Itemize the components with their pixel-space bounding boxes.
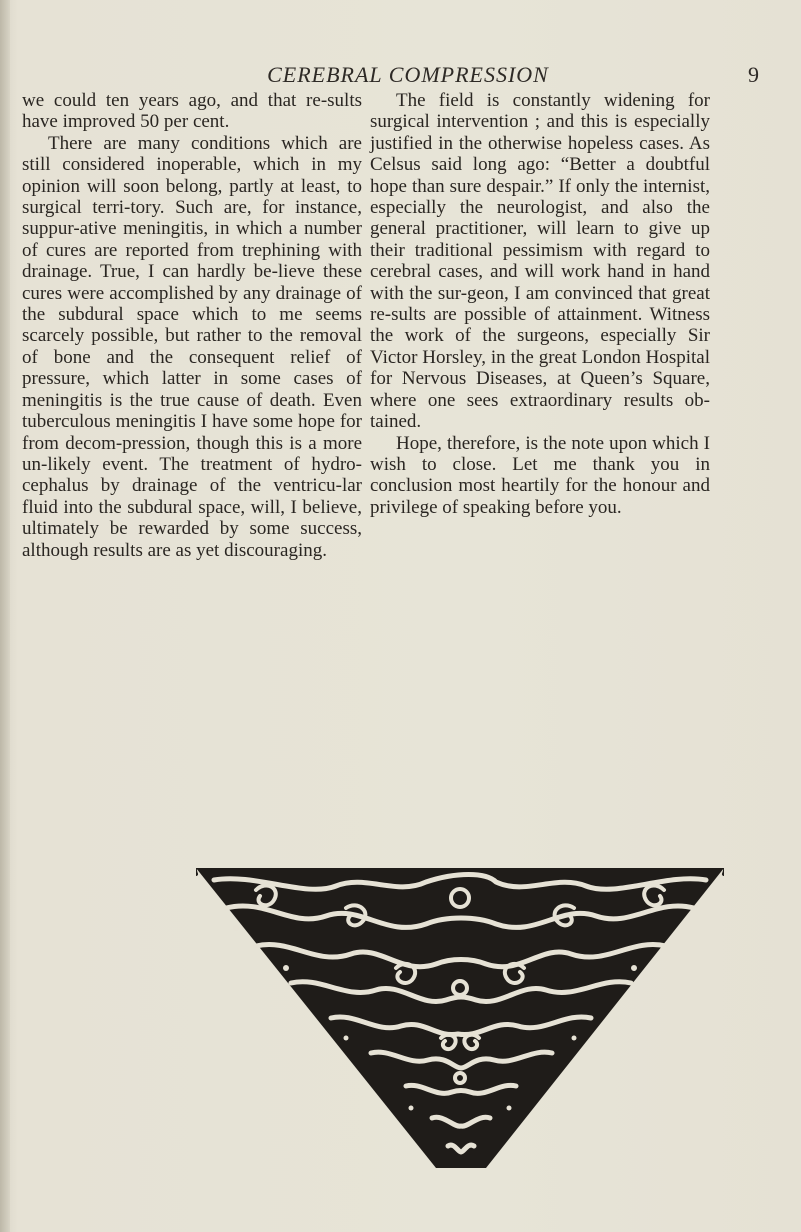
paragraph: There are many conditions which are still considered inoperable, which in my opinion will soon belong, partly at least, to surgical terri-tory. Such are, for instance, suppur-ative meningitis, in which a number of cures are reported from trephining with drainage. True, I can hardly be-lieve these cures were accomplished by any drainage of the subdural space which to me seems scarcely possible, but rather to the removal of bone and the consequent relief of pressure, which latter in some cases of meningitis is the true cause of death. Even tuberculous meningitis I have some hope for from decom-pression, though this is a more un-likely event. The treatment of hydro-cephalus by drainage of the ventricu-lar fluid into the subdural space, will, I believe, ultimately be rewarded by some success, although results are as yet discouraging.: [22, 132, 362, 561]
running-head-title: CEREBRAL COMPRESSION: [267, 62, 549, 87]
left-text-column: [22, 90, 362, 561]
page-gutter-edge: [0, 0, 10, 1232]
paragraph: we could ten years ago, and that re-sults have improved 50 per cent.: [22, 90, 362, 133]
right-text-column: [370, 90, 710, 518]
paragraph: The field is constantly widening for surgical intervention ; and this is especially justified in the otherwise hopeless cases. As Celsus said long ago: “Better a doubtful hope than sure despair.” If only the internist, especially the neurologist, and also the general practitioner, will learn to give up their traditional pessimism with regard to cerebral cases, and will work hand in hand with the sur-geon, I am convinced that great re-sults are possible of attainment. Witness the work of the surgeons, especially Sir Victor Horsley, in the great London Hospital for Nervous Diseases, at Queen’s Square, where one sees extraordinary results ob-tained.: [370, 90, 710, 433]
paragraph: Hope, therefore, is the note upon which I wish to close. Let me thank you in conclusion most heartily for the honour and privilege of speaking before you.: [370, 432, 710, 518]
celtic-knot-tailpiece-icon: [196, 868, 724, 1168]
page-number: 9: [748, 62, 759, 87]
